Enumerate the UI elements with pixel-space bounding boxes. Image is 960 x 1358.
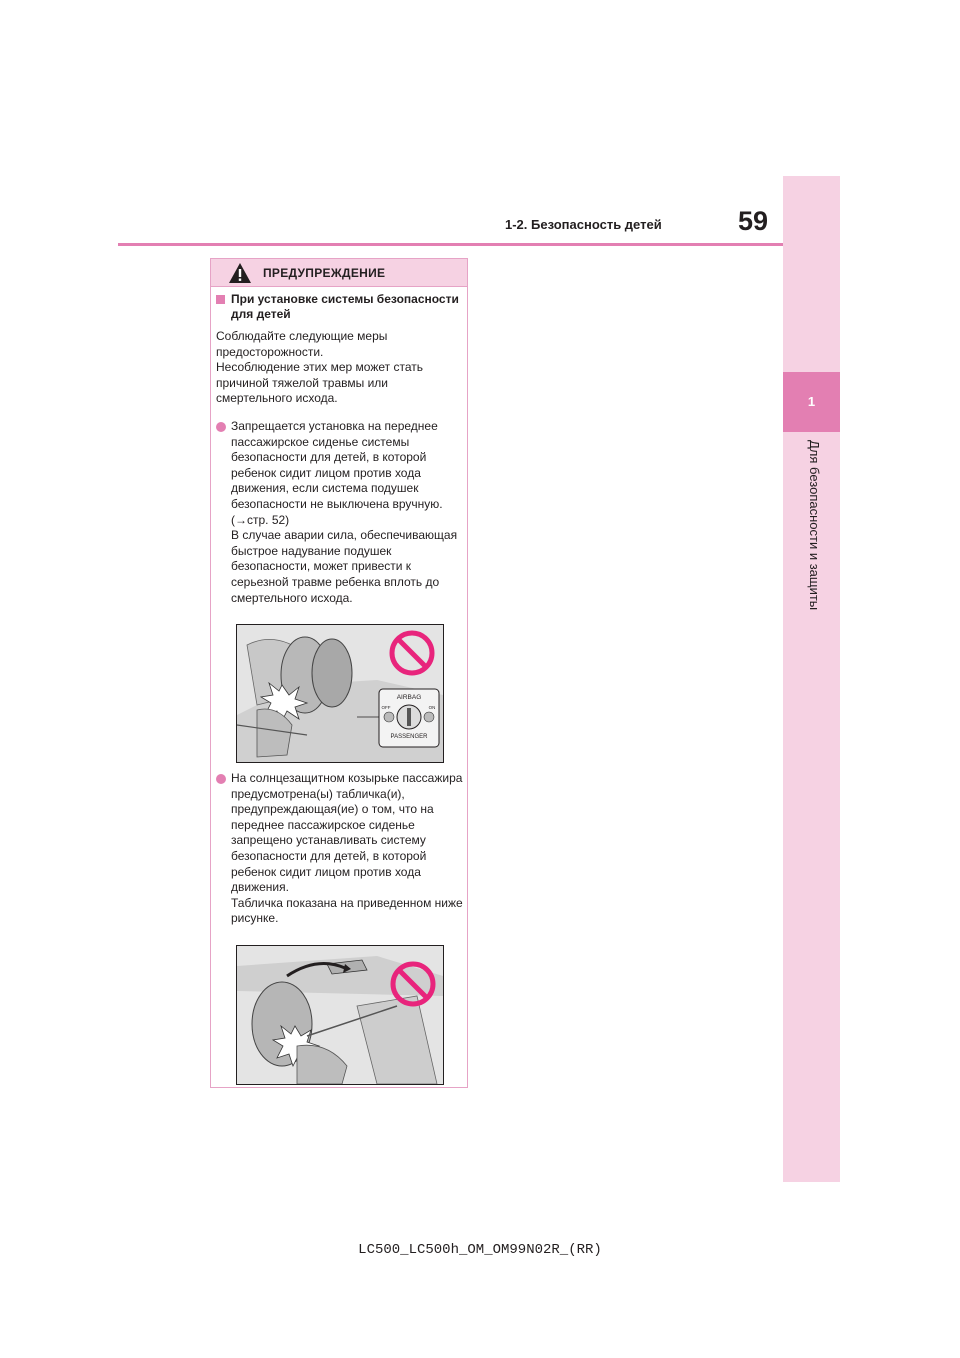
section-header-title: 1-2. Безопасность детей <box>505 217 662 232</box>
airbag-drawing <box>237 625 443 762</box>
warning-triangle-icon <box>228 262 252 284</box>
chapter-label: Для безопасности и защиты <box>807 440 822 611</box>
page-number: 59 <box>738 206 769 236</box>
chapter-side-strip <box>783 176 840 1182</box>
warning-box <box>210 258 468 1088</box>
airbag-illustration <box>236 624 444 763</box>
round-bullet-icon <box>216 422 226 432</box>
airbag-switch-on-label: ON <box>428 705 436 710</box>
bullet-item <box>216 771 466 927</box>
square-bullet-icon <box>216 295 225 304</box>
intro-paragraph: Соблюдайте следующие меры предосторожности. Несоблюдение этих мер может стать причиной тяжелой травмы или смертельного исхода. <box>216 329 423 405</box>
section-heading <box>216 292 461 322</box>
document-footer: LC500_LC500h_OM_OM99N02R_(RR) <box>358 1242 602 1258</box>
airbag-switch-label-bottom: PASSENGER <box>390 734 428 740</box>
bullet-text: На солнцезащитном козырьке пассажира предусмотрена(ы) табличка(и), предупреждающая(ие) о том, что на переднее пассажирское сиденье запрещено устанавливать систему безопасности для детей, в которой ребенок сидит лицом против хода движения. Табличка показана на приведенном ниже рисунке. <box>231 771 463 926</box>
section-heading-text: При установке системы безопасности для детей <box>231 292 459 321</box>
airbag-switch-label-top: AIRBAG <box>396 694 422 701</box>
warning-title: ПРЕДУПРЕЖДЕНИЕ <box>263 266 386 280</box>
bullet-text: Запрещается установка на переднее пассажирское сиденье системы безопасности для детей, в которой ребенок сидит лицом против хода движения, если система подушек безопасности не выключена вручную. (→стр. 52) В случае аварии сила, обеспечивающая быстрое надувание подушек безопасности, может привести к серьезной травме ребенка вплоть до смертельного исхода. <box>231 419 458 605</box>
sun-visor-illustration <box>236 945 444 1085</box>
bullet-item <box>216 419 466 606</box>
chapter-tab-number: 1 <box>807 394 816 409</box>
airbag-switch-off-label: OFF <box>381 705 391 710</box>
sun-visor-drawing <box>237 946 443 1084</box>
header-rule <box>118 243 783 246</box>
warning-header <box>211 259 467 287</box>
round-bullet-icon <box>216 774 226 784</box>
